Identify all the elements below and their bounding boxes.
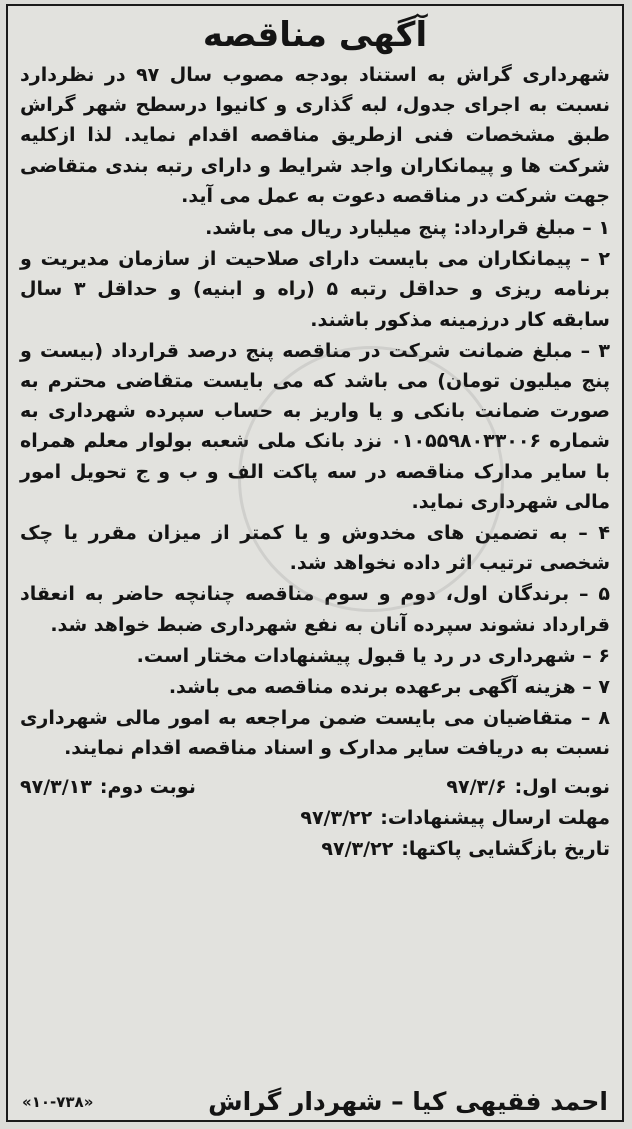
notice-item-8: ۸ – متقاضیان می بایست ضمن مراجعه به امور مالی شهرداری نسبت به دریافت سایر مدارک و اسناد مناقصه اقدام نمایند. [20,707,610,760]
notice-dates [8,772,622,865]
first-publication-date: ۹۷/۳/۶ [446,775,507,798]
first-publication-label: نوبت اول: [514,775,610,798]
notice-body [8,60,622,764]
opening-date: ۹۷/۳/۲۲ [321,837,394,860]
notice-item-2: ۲ – پیمانکاران می بایست دارای صلاحیت از سازمان مدیریت و برنامه ریزی و حداقل رتبه ۵ (راه و ابنیه) و حداقل ۳ سال سابقه کار درزمینه مذکور باشند. [20,248,611,331]
publication-dates [20,772,610,803]
deadline-date: ۹۷/۳/۲۲ [300,806,373,829]
notice-item-5: ۵ – برندگان اول، دوم و سوم مناقصه چنانچه حاضر به انعقاد قرارداد نشوند سپرده آنان به نفع شهرداری ضبط خواهد شد. [20,583,610,636]
notice-item-7: ۷ – هزینه آگهی برعهده برنده مناقصه می باشد. [168,676,610,699]
notice-item-4: ۴ – به تضمین های مخدوش و یا کمتر از میزان مقرر یا چک شخصی ترتیب اثر داده نخواهد شد. [20,522,610,575]
opening-row [20,834,610,865]
ad-code: «۱۰-۷۳۸» [22,1092,94,1111]
second-publication-label: نوبت دوم: [99,775,196,798]
tender-notice [6,4,624,1122]
notice-item-6: ۶ – شهرداری در رد یا قبول پیشنهادات مختار است. [136,644,610,667]
notice-item-3: ۳ – مبلغ ضمانت شرکت در مناقصه پنج درصد قرارداد (بیست و پنج میلیون تومان) می باشد که می بایست متقاضی محترم به صورت ضمانت بانکی و یا واریز به حساب سپرده شهرداری به شماره ۰۱۰۵۵۹۸۰۳۳۰۰۶ نزد بانک ملی شعبه بولوار معلم همراه با سایر مدارک مناقصه در سه پاکت الف و ب و ج تحویل امور مالی شهرداری نماید. [20,339,610,513]
notice-title: آگهی مناقصه [202,15,428,55]
opening-label: تاریخ بازگشایی پاکتها: [401,837,610,860]
notice-intro: شهرداری گراش به استناد بودجه مصوب سال ۹۷ در نظردارد نسبت به اجرای جدول، لبه گذاری و کانیوا درسطح شهر گراش طبق مشخصات فنی ازطریق مناقصه اقدام نماید. لذا ازکلیه شرکت ها و پیمانکاران واجد شرایط و دارای رتبه بندی متقاضی جهت شرکت در مناقصه دعوت به عمل می آید. [20,64,610,207]
notice-footer [8,1087,622,1116]
deadline-label: مهلت ارسال پیشنهادات: [380,806,610,829]
second-publication-date: ۹۷/۳/۱۳ [20,775,92,798]
mayor-signature: احمد فقیهی کیا – شهردار گراش [208,1087,608,1116]
notice-item-1: ۱ – مبلغ قرارداد: پنج میلیارد ریال می باشد. [205,217,610,240]
deadline-row [20,803,610,834]
